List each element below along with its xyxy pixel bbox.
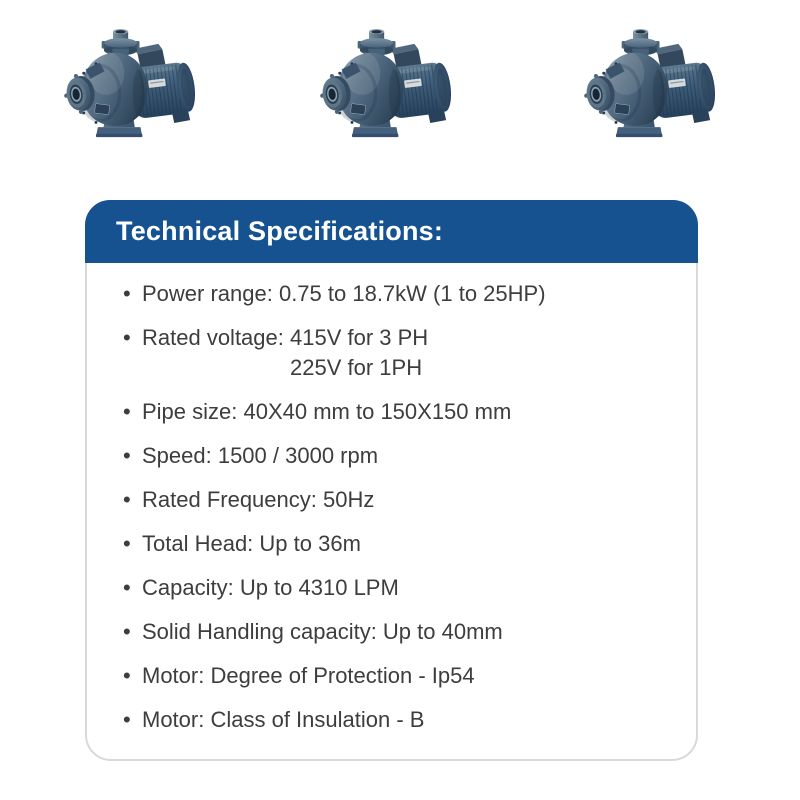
bullet-icon: • bbox=[123, 325, 131, 350]
spec-text: Rated voltage: 415V for 3 PH bbox=[142, 325, 429, 350]
pump-image-1 bbox=[60, 24, 202, 147]
spec-card-title: Technical Specifications: bbox=[116, 216, 444, 246]
bullet-icon: • bbox=[123, 399, 131, 424]
spec-text: Solid Handling capacity: Up to 40mm bbox=[142, 619, 503, 644]
spec-item bbox=[123, 617, 678, 647]
spec-item bbox=[123, 705, 678, 735]
bullet-icon: • bbox=[123, 443, 131, 468]
spec-text: Total Head: Up to 36m bbox=[142, 531, 361, 556]
spec-item bbox=[123, 323, 678, 383]
bullet-icon: • bbox=[123, 281, 131, 306]
bullet-icon: • bbox=[123, 707, 131, 732]
spec-item bbox=[123, 397, 678, 427]
spec-item bbox=[123, 529, 678, 559]
spec-text: Pipe size: 40X40 mm to 150X150 mm bbox=[142, 399, 512, 424]
bullet-icon: • bbox=[123, 663, 131, 688]
spec-item bbox=[123, 441, 678, 471]
spec-item bbox=[123, 573, 678, 603]
bullet-icon: • bbox=[123, 619, 131, 644]
spec-item bbox=[123, 279, 678, 309]
bullet-icon: • bbox=[123, 531, 131, 556]
spec-text: Motor: Degree of Protection - Ip54 bbox=[142, 663, 475, 688]
spec-text: Rated Frequency: 50Hz bbox=[142, 487, 375, 512]
spec-text-line2: 225V for 1PH bbox=[290, 355, 423, 380]
pump-image-2 bbox=[316, 24, 458, 147]
spec-text: Motor: Class of Insulation - B bbox=[142, 707, 425, 732]
spec-text: Speed: 1500 / 3000 rpm bbox=[142, 443, 379, 468]
bullet-icon: • bbox=[123, 487, 131, 512]
spec-text: Capacity: Up to 4310 LPM bbox=[142, 575, 399, 600]
pump-image-3 bbox=[580, 24, 722, 147]
spec-list bbox=[87, 263, 696, 735]
spec-card-header bbox=[85, 200, 698, 263]
spec-item bbox=[123, 661, 678, 691]
spec-item bbox=[123, 485, 678, 515]
spec-text: Power range: 0.75 to 18.7kW (1 to 25HP) bbox=[142, 281, 546, 306]
bullet-icon: • bbox=[123, 575, 131, 600]
spec-card bbox=[85, 200, 698, 761]
